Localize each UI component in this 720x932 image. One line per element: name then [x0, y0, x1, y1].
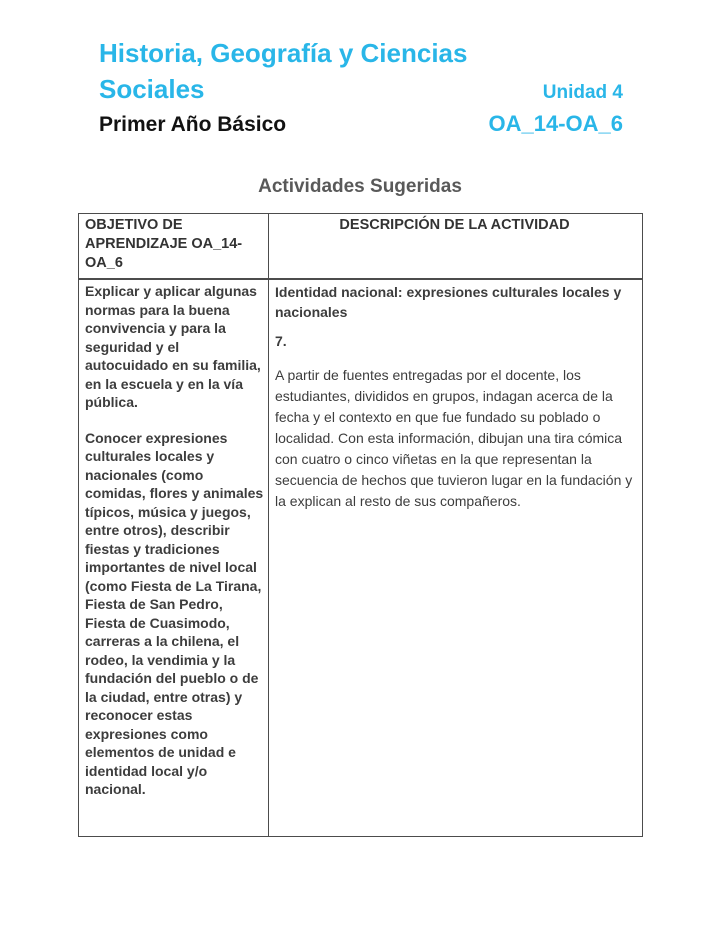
activity-description-cell [269, 280, 642, 836]
objective-paragraph-1: Explicar y aplicar algunas normas para la buena convivencia y para la seguridad y el autocuidado en su familia, en la escuela y en la vía pública. [85, 283, 261, 410]
objective-cell [79, 280, 269, 836]
course-label: Primer Año Básico [99, 113, 287, 136]
page-title-line1: Historia, Geografía y Ciencias [99, 38, 468, 68]
page-title-line2: Sociales [99, 74, 205, 104]
document-header [99, 35, 643, 138]
section-heading: Actividades Sugeridas [258, 176, 462, 197]
header-row-2 [99, 71, 643, 111]
oa-code-label: OA_14-OA_6 [488, 111, 623, 136]
unit-label: Unidad 4 [542, 82, 623, 103]
table-header-description: DESCRIPCIÓN DE LA ACTIVIDAD [269, 214, 642, 280]
activity-number: 7. [275, 333, 287, 349]
table-header-objective: OBJETIVO DE APRENDIZAJE OA_14-OA_6 [79, 214, 269, 280]
header-row-3 [99, 111, 643, 138]
activities-table [78, 213, 643, 837]
activity-body-text: A partir de fuentes entregadas por el docente, los estudiantes, divididos en grupos, indagan acerca de la fecha y el contexto en que fue fundado su poblado o localidad. Con esta información, dibujan una tira cómica con cuatro o cinco viñetas en la que representan la secuencia de hechos que tuvieron lugar en la fundación y la explican al resto de sus compañeros. [275, 367, 633, 509]
activity-title: Identidad nacional: expresiones culturales locales y nacionales [275, 284, 622, 320]
objective-paragraph-2: Conocer expresiones culturales locales y nacionales (como comidas, flores y animales típicos, música y juegos, entre otros), describir fiestas y tradiciones importantes de nivel local (como Fiesta de La Tirana, Fiesta de San Pedro, Fiesta de Cuasimodo, carreras a la chilena, el rodeo, la vendimia y la fundación del pueblo o de la ciudad, entre otras) y reconocer estas expresiones como elementos de unidad e identidad local y/o nacional. [85, 429, 264, 797]
